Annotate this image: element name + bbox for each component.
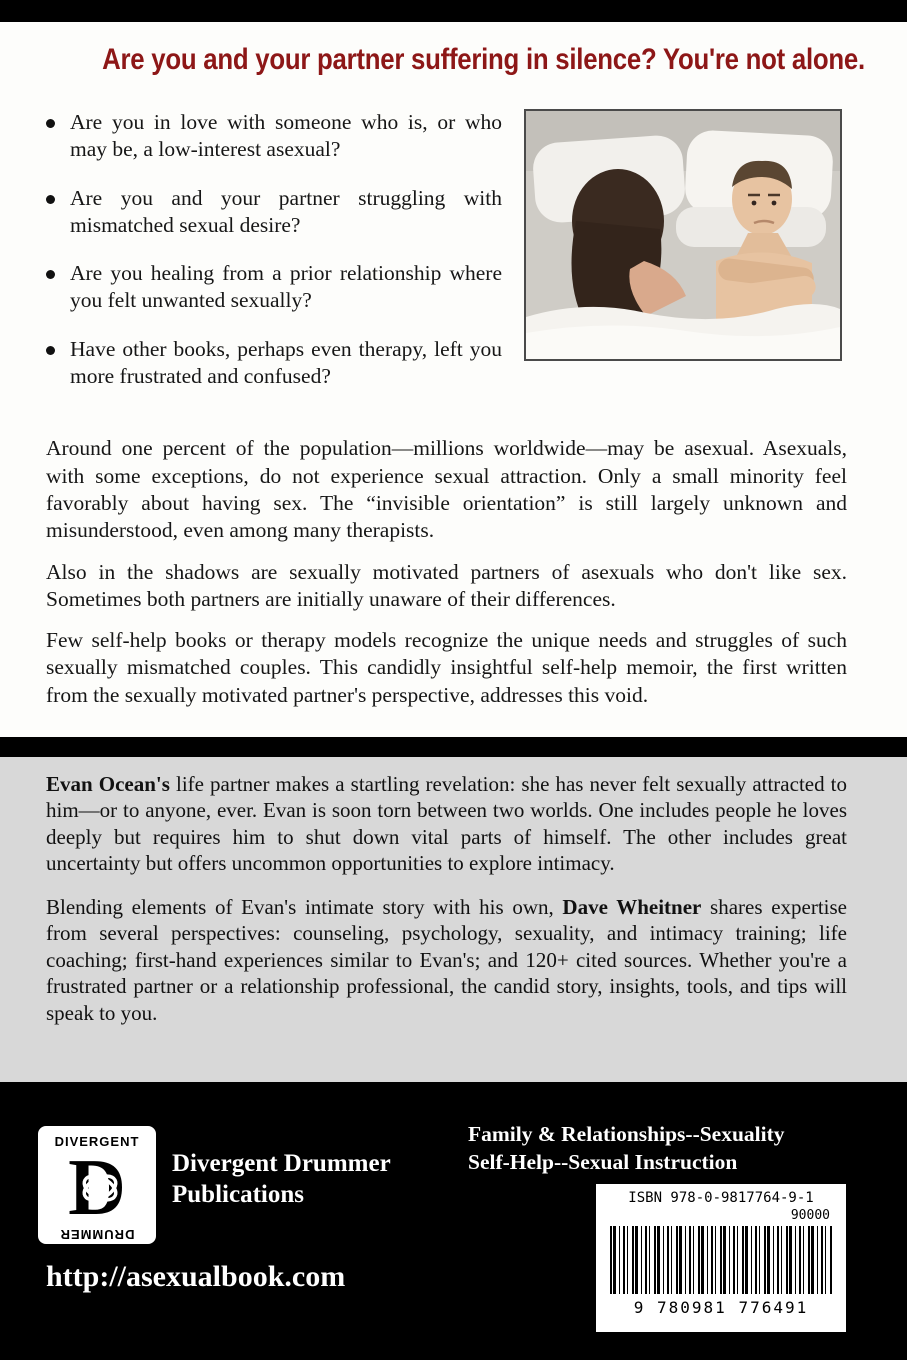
isbn-price-code: 90000 <box>790 1208 830 1223</box>
bullet-text: Have other books, perhaps even therapy, left you more frustrated and confused? <box>70 336 502 389</box>
synopsis-paragraph-2-text: shares expertise from several perspectives: counseling, psychology, sexuality, and intimacy training; life coaching; first-hand experiences similar to Evan's; and 120+ cited sources. Whether you're a frustrated partner or a relationship professional, the candid story, insights, tools, and tips will speak to you. <box>46 894 847 1025</box>
bullet-icon <box>46 195 55 204</box>
category-listing <box>468 1120 785 1177</box>
logo-d-letter: D <box>68 1144 126 1232</box>
isbn-digits: 9 780981 776491 <box>633 1298 809 1317</box>
top-black-band <box>0 0 907 22</box>
footer-panel <box>0 1082 907 1360</box>
category-line-2: Self-Help--Sexual Instruction <box>468 1150 738 1175</box>
barcode-bars-icon <box>610 1226 832 1294</box>
logo-drummer-text: DRUMMER <box>59 1227 135 1242</box>
bullet-icon <box>46 119 55 128</box>
character-name: Evan Ocean's <box>46 772 170 796</box>
synopsis-paragraph-1 <box>46 771 847 877</box>
isbn-label: ISBN 978-0-9817764-9-1 <box>628 1190 814 1206</box>
body-paragraph-1: Around one percent of the population—millions worldwide—may be asexual. Asexuals, with some exceptions, do not experience sexual attraction. Only a small minority feel favorably about having sex. The “invisible orientation” is still largely unknown and misunderstood, even among many therapists. <box>46 436 847 543</box>
bullets-and-photo-row <box>46 109 847 411</box>
website-url[interactable]: http://asexualbook.com <box>46 1260 346 1293</box>
bullet-text: Are you healing from a prior relationship where you felt unwanted sexually? <box>70 261 502 313</box>
black-divider <box>0 737 907 757</box>
author-name: Dave Wheitner <box>562 894 702 919</box>
synopsis-panel <box>0 757 907 1082</box>
barcode-block <box>596 1184 846 1332</box>
body-paragraph-3: Few self-help books or therapy models recognize the unique needs and struggles of such sexually mismatched couples. This candidly insightful self-help memoir, the first written from the sexually motivated partner's perspective, addresses this void. <box>46 628 847 707</box>
headline: Are you and your partner suffering in silence? You're not alone. <box>102 43 865 76</box>
bullet-item <box>46 185 502 240</box>
publisher-name <box>172 1148 391 1211</box>
publisher-logo <box>38 1126 156 1244</box>
logo-divergent-text: DIVERGENT <box>54 1134 140 1149</box>
synopsis-paragraph-1-text: life partner makes a startling revelation: she has never felt sexually attracted to him—or to anyone, ever. Evan is soon torn between two worlds. One includes people he loves deeply but requires him to shut down vital parts of himself. The other includes great uncertainty but offers uncommon opportunities to explore intimacy. <box>46 772 847 876</box>
bullet-list <box>46 109 502 411</box>
body-paragraph-2: Also in the shadows are sexually motivated partners of asexuals who don't like sex. Sometimes both partners are initially unaware of their differences. <box>46 559 847 611</box>
publisher-name-line1: Divergent Drummer <box>172 1150 391 1177</box>
main-content-panel <box>0 22 907 737</box>
couple-photo <box>524 109 842 361</box>
bullet-icon <box>46 346 55 355</box>
bullet-item <box>46 336 502 391</box>
bullet-icon <box>46 270 55 279</box>
bullet-text: Are you in love with someone who is, or who may be, a low-interest asexual? <box>70 110 502 162</box>
category-line-1: Family & Relationships--Sexuality <box>468 1122 785 1146</box>
bullet-item <box>46 109 502 164</box>
synopsis-paragraph-2-pre: Blending elements of Evan's intimate story with his own, <box>46 894 563 919</box>
publisher-name-line2: Publications <box>172 1181 304 1209</box>
bullet-text: Are you and your partner struggling with mismatched sexual desire? <box>70 185 502 237</box>
bullet-item <box>46 260 502 315</box>
synopsis-paragraph-2 <box>46 894 847 1026</box>
